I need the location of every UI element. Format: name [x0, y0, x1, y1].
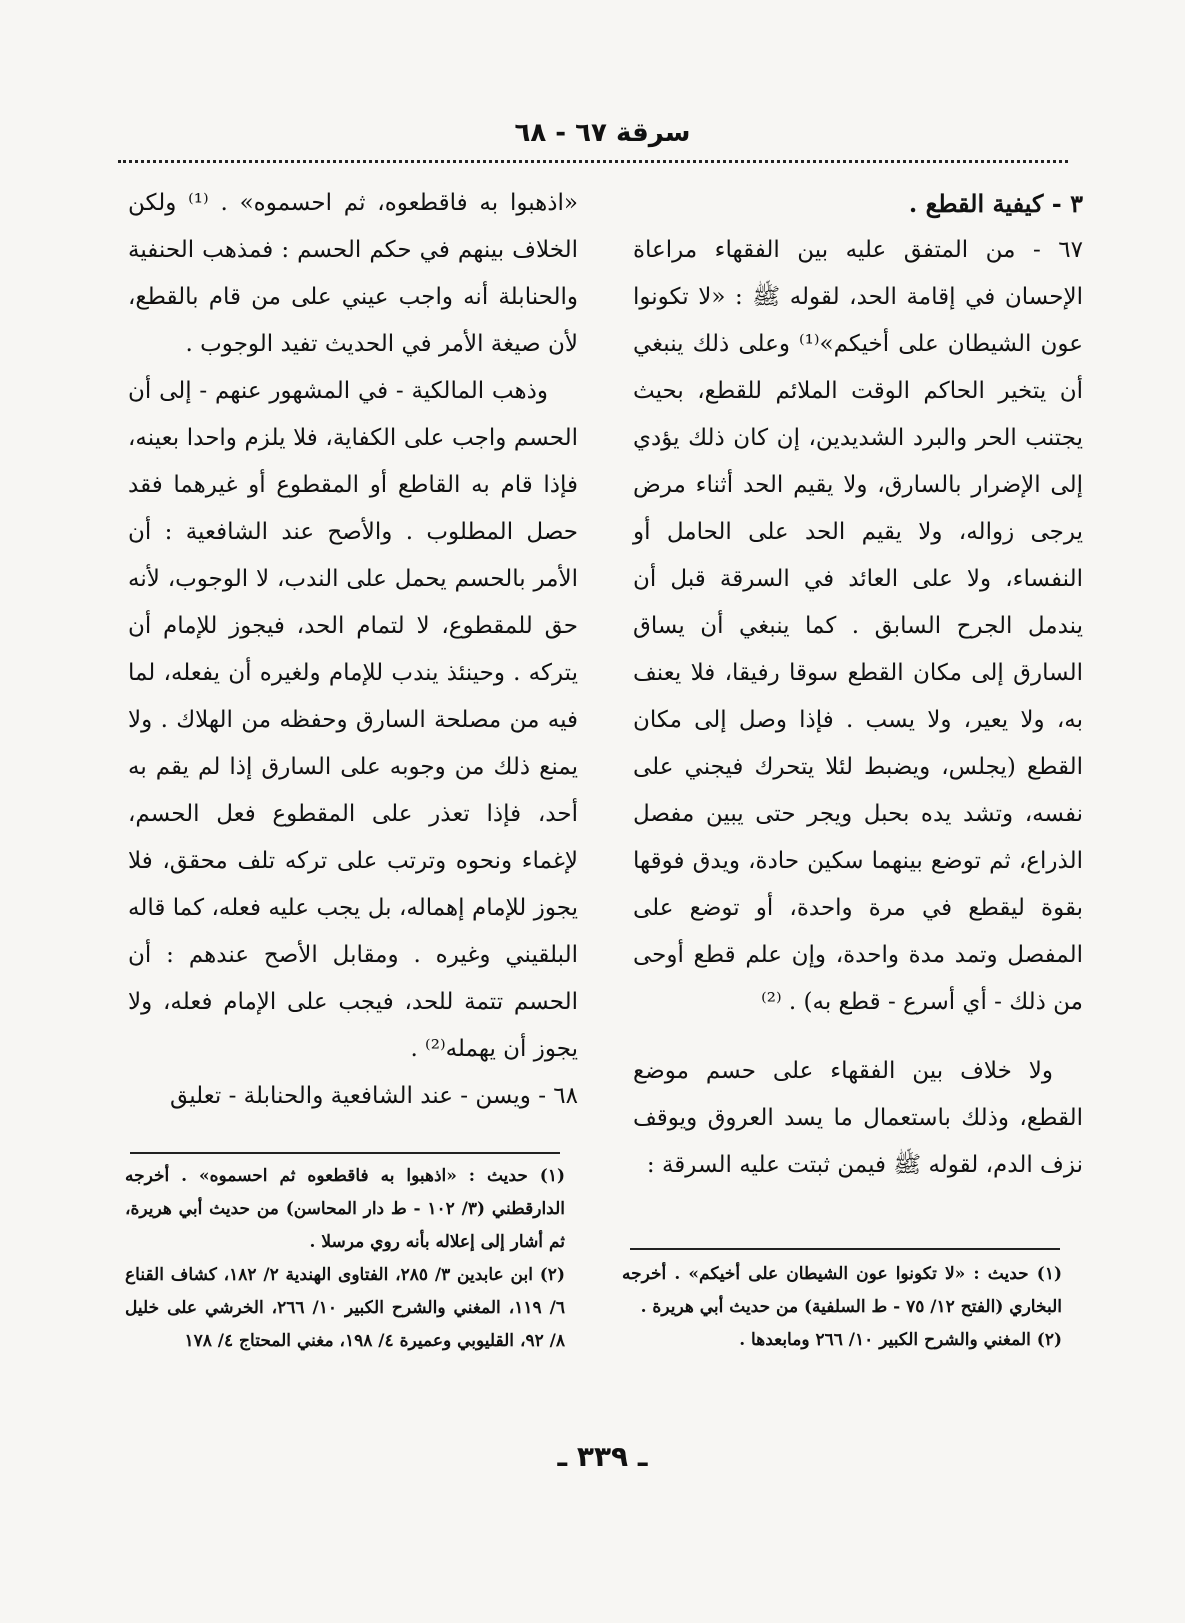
paragraph-67: ٦٧ - من المتفق عليه بين الفقهاء مراعاة الإحسان في إقامة الحد، لقوله ﷺ : «لا تكونوا عون الشيطان على أخيكم»⁽¹⁾ وعلى ذلك ينبغي أن يتخير الحاكم الوقت الملائم للقطع، بحيث يجتنب الحر والبرد الشديدين، إن كان ذلك يؤدي إلى الإضرار بالسارق، ولا يقيم الحد أثناء مرض يرجى زواله، ولا يقيم الحد على الحامل أو النفساء، ولا على العائد في السرقة قبل أن يندمل الجرح السابق . كما ينبغي أن يساق السارق إلى مكان القطع سوقا رفيقا، فلا يعنف به، ولا يعير، ولا يسب . فإذا وصل إلى مكان القطع (يجلس، ويضبط لئلا يتحرك فيجني على نفسه، وتشد يده بحبل ويجر حتى يبين مفصل الذراع، ثم توضع بينهما سكين حادة، ويدق فوقها بقوة ليقطع في مرة واحدة، أو توضع على المفصل وتمد مدة واحدة، وإن علم قطع أوحى من ذلك - أي أسرع - قطع به) . ⁽²⁾ [633, 237, 1083, 1015]
running-header: سرقة ٦٧ - ٦٨ [514, 118, 691, 148]
paragraph-madhhab-views: وذهب المالكية - في المشهور عنهم - إلى أن الحسم واجب على الكفاية، فلا يلزم واحدا بعينه، فإذا قام به القاطع أو المقطوع أو غيرهما فقد حصل المطلوب . والأصح عند الشافعية : أن الأمر بالحسم يحمل على الندب، لا الوجوب، لأنه حق للمقطوع، لا لتمام الحد، فيجوز للإمام أن يتركه . وحينئذ يندب للإمام ولغيره أن يفعله، لما فيه من مصلحة السارق وحفظه من الهلاك . ولا يمنع ذلك من وجوبه على السارق إذا لم يقم به أحد، فإذا تعذر على المقطوع فعل الحسم، لإغماء ونحوه وترتب على تركه تلف محقق، فلا يجوز للإمام إهماله، بل يجب عليه فعله، كما قاله البلقيني وغيره . ومقابل الأصح عندهم : أن الحسم تتمة للحد، فيجب على الإمام فعله، ولا يجوز أن يهمله⁽²⁾ . [128, 378, 578, 1062]
footnote-right-1: (١) حديث : «لا تكونوا عون الشيطان على أخيكم» . أخرجه البخاري (الفتح ١٢/ ٧٥ - ط السلفية) من حديث أبي هريرة . [622, 1264, 1062, 1317]
paragraph-hadith-cont: «اذهبوا به فاقطعوه، ثم احسموه» . ⁽¹⁾ ولكن الخلاف بينهم في حكم الحسم : فمذهب الحنفية والحنابلة أنه واجب عيني على من قام بالقطع، لأن صيغة الأمر في الحديث تفيد الوجوب . [128, 190, 578, 357]
right-column [633, 180, 1083, 1189]
footnotes-left [125, 1160, 565, 1358]
left-column [128, 180, 578, 1120]
footnote-rule-right [630, 1248, 1060, 1250]
footnote-right-2: (٢) المغني والشرح الكبير ١٠/ ٢٦٦ ومابعدها . [739, 1330, 1062, 1350]
header-dotted-rule [118, 160, 1068, 163]
footnote-left-2: (٢) ابن عابدين ٣/ ٢٨٥، الفتاوى الهندية ٢/ ١٨٢، كشاف القناع ٦/ ١١٩، المغني والشرح الكبير ١٠/ ٢٦٦، الخرشي على خليل ٨/ ٩٢، القليوبي وعميرة ٤/ ١٩٨، مغني المحتاج ٤/ ١٧٨ [125, 1265, 565, 1351]
paragraph-68-start: ٦٨ - ويسن - عند الشافعية والحنابلة - تعليق [170, 1083, 578, 1109]
footnotes-right [622, 1258, 1062, 1357]
footnote-rule-left [130, 1152, 560, 1154]
section-title: ٣ - كيفية القطع . [908, 189, 1083, 218]
footnote-left-1: (١) حديث : «اذهبوا به فاقطعوه ثم احسموه» . أخرجه الدارقطني (٣/ ١٠٢ - ط دار المحاسن) من حديث أبي هريرة، ثم أشار إلى إعلاله بأنه روي مرسلا . [125, 1166, 566, 1252]
paragraph-cauterization-intro: ولا خلاف بين الفقهاء على حسم موضع القطع، وذلك باستعمال ما يسد العروق ويوقف نزف الدم، لقوله ﷺ فيمن ثبتت عليه السرقة : [633, 1058, 1083, 1178]
page-number: ـ ٣٣٩ ـ [557, 1440, 648, 1473]
